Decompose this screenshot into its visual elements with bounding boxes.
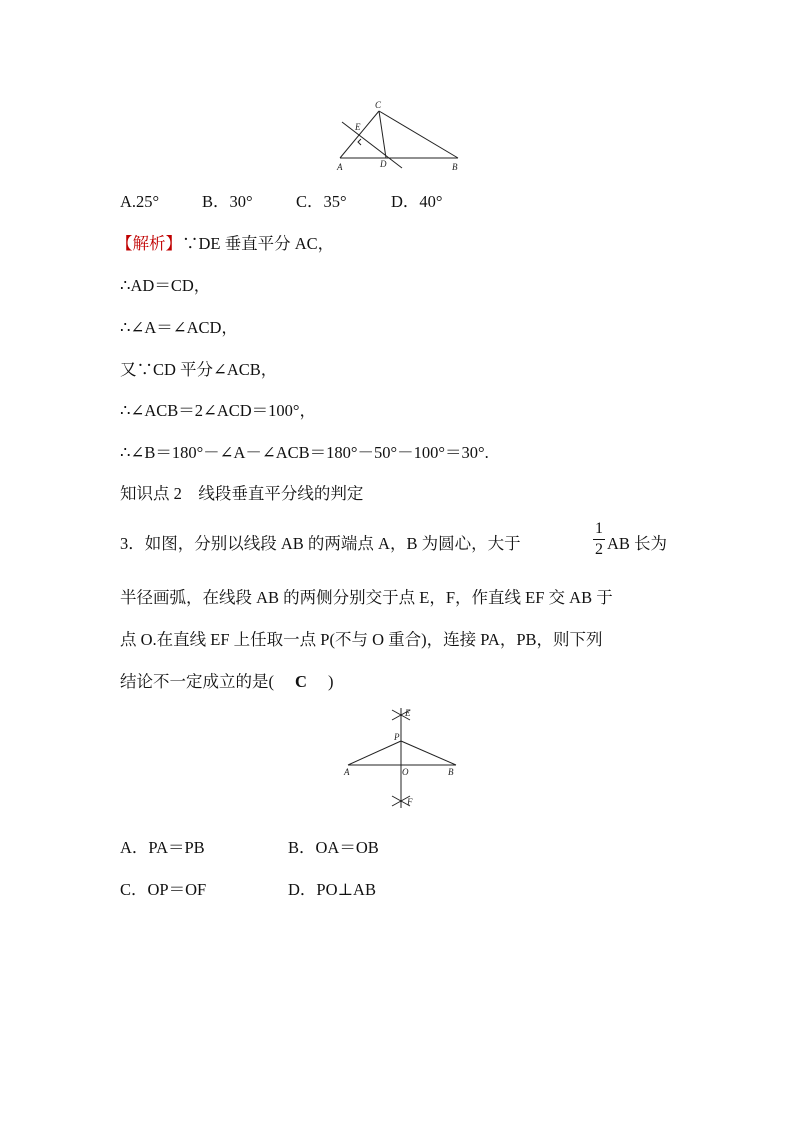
label-c: C [375, 100, 382, 110]
q2-option-b: B．30° [202, 192, 253, 211]
q3-line-1-pre: 3．如图，分别以线段 AB 的两端点 A，B 为圆心，大于 [120, 534, 521, 553]
label-e: E [405, 708, 411, 718]
q2-option-d: D．40° [391, 192, 443, 211]
section-heading: 知识点 2 线段垂直平分线的判定 [120, 484, 364, 503]
fraction-numerator: 1 [595, 520, 603, 537]
right-angle-mark [358, 139, 361, 145]
analysis-line-1 [116, 234, 334, 254]
analysis-line-5: ∴∠ACB＝2∠ACD＝100°， [120, 401, 317, 420]
q3-line-2: 半径画弧，在线段 AB 的两侧分别交于点 E，F，作直线 EF 交 AB 于 [120, 588, 613, 607]
q3-line-4-post: ) [328, 672, 334, 691]
label-a: A [337, 162, 343, 172]
q2-option-a: A.25° [120, 192, 160, 211]
q3-line-4 [120, 672, 334, 692]
segment-ac [340, 111, 379, 158]
analysis-line-3: ∴∠A＝∠ACD， [120, 318, 238, 337]
q3-option-c: C．OP＝OF [120, 880, 207, 899]
analysis-line-4: 又∵CD 平分∠ACB， [120, 360, 278, 379]
segment-pb [401, 741, 456, 765]
fraction-one-half [593, 520, 605, 559]
analysis-line-6: ∴∠B＝180°－∠A－∠ACB＝180°－50°－100°＝30°. [120, 443, 489, 462]
label-f: F [407, 797, 413, 807]
q3-option-b: B．OA＝OB [288, 838, 379, 857]
analysis-line-2: ∴AD＝CD， [120, 276, 211, 295]
q3-answer: C [295, 672, 307, 691]
q3-line-4-pre: 结论不一定成立的是( [120, 672, 274, 691]
label-b: B [452, 162, 458, 172]
fraction-bar [593, 539, 605, 540]
label-p: P [394, 732, 400, 742]
label-d: D [380, 159, 387, 169]
fraction-denominator: 2 [595, 541, 603, 558]
label-o: O [402, 767, 409, 777]
triangle-figure [330, 98, 470, 176]
q3-option-d: D．PO⊥AB [288, 880, 376, 899]
bisector-figure [338, 704, 468, 812]
q3-option-a: A．PA＝PB [120, 838, 205, 857]
label-b: B [448, 767, 454, 777]
analysis-text-1: ∵DE 垂直平分 AC， [182, 234, 335, 253]
q2-option-c: C．35° [296, 192, 347, 211]
q3-line-1-post: AB 长为 [607, 534, 668, 553]
label-a: A [344, 767, 350, 777]
q3-line-3: 点 O.在直线 EF 上任取一点 P(不与 O 重合)，连接 PA，PB，则下列 [120, 630, 603, 649]
analysis-tag: 【解析】 [116, 234, 182, 253]
segment-cb [379, 111, 458, 158]
label-e: E [355, 122, 361, 132]
segment-pa [348, 741, 401, 765]
